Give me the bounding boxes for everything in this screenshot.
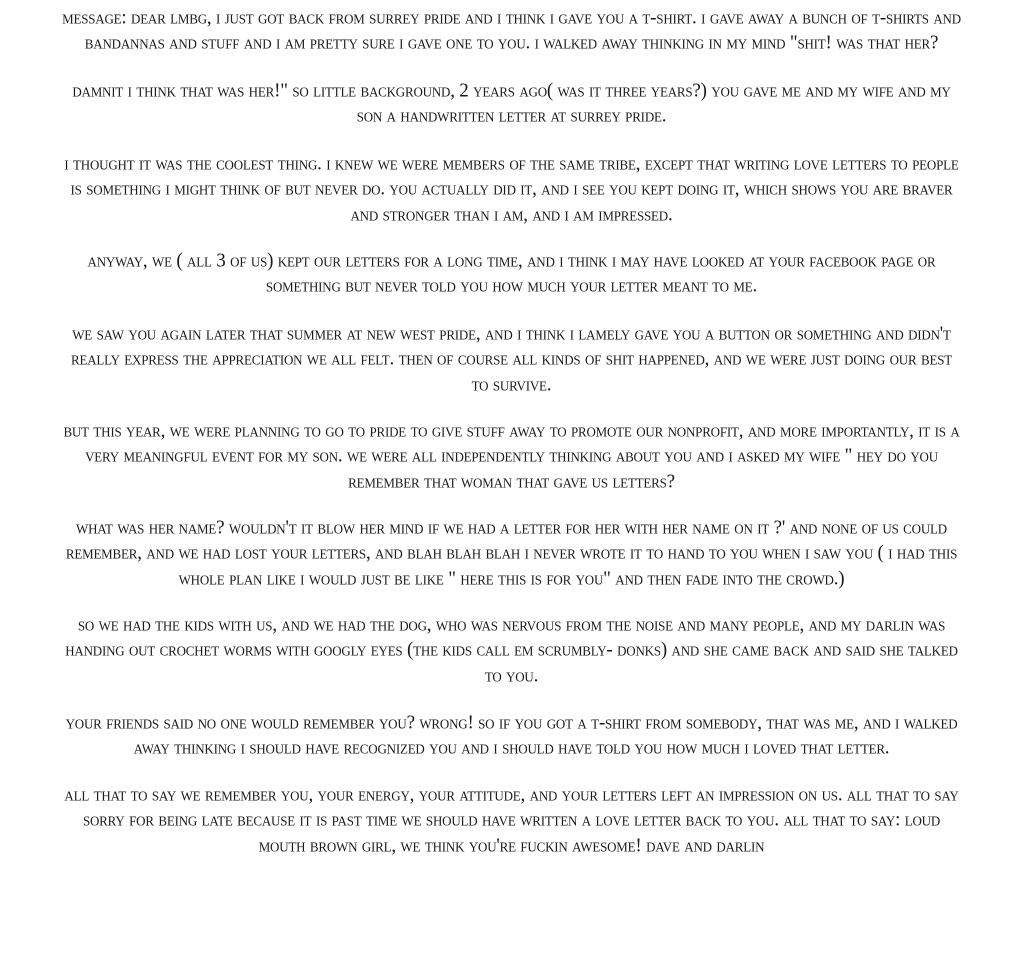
message-paragraph-2: damnit i think that was her!" so little background, 2 years ago( was it three years?) you gave me and my wife and my son a handwritten letter at surrey pride.	[72, 79, 951, 128]
message-paragraph-4: anyway, we ( all 3 of us) kept our letters for a long time, and i think i may have looked at your facebook page or something but never told you how much your letter meant to me.	[87, 249, 936, 298]
message-paragraph-3: i thought it was the coolest thing. i knew we were members of the same tribe, except that writing love letters to people is something i might think of but never do. you actually did it, and i see you kept doing it, which shows you are braver and stronger than i am, and i am impressed.	[64, 152, 959, 226]
message-paragraph-8: so we had the kids with us, and we had the dog, who was nervous from the noise and many people, and my darlin was handing out crochet worms with googly eyes (the kids call em scrumbly- donks) and she came back and said she talked to you.	[65, 614, 958, 687]
message-paragraph-9: your friends said no one would remember you? wrong! so if you got a t-shirt from somebody, that was me, and i walked away thinking i should have recognized you and i should have told you how much i loved that letter.	[65, 711, 958, 759]
message-paragraph-6: but this year, we were planning to go to pride to give stuff away to promote our nonprofit, and more importantly, it is a very meaningful event for my son. we were all independently thinking about you and i asked my wife " hey do you remember that woman that gave us letters?	[63, 419, 960, 493]
message-paragraph-7: what was her name? wouldn't it blow her mind if we had a letter for her with her name on it ?' and none of us could remember, and we had lost your letters, and blah blah blah i never wrote it to hand to you when i saw you ( i had this whole plan like i would just be like " here this is for you" and then fade into the crowd.)	[65, 517, 958, 590]
message-paragraph-5: we saw you again later that summer at new west pride, and i think i lamely gave you a button or something and didn't really express the appreciation we all felt. then of course all kinds of shit happened, and we were just doing our best to survive.	[70, 322, 952, 396]
message-paragraph-10: all that to say we remember you, your energy, your attitude, and your letters left an impression on us. all that to say sorry for being late because it is past time we should have written a love letter back to you. all that to say: loud mouth brown girl, we think you're fuckin awesome! dave and darlin	[64, 784, 959, 857]
message-paragraph-1: message: dear lmbg, i just got back from surrey pride and i think i gave you a t-shirt. i gave away a bunch of t-shirts and bandannas and stuff and i am pretty sure i gave one to you. i walked away thinking in my mind "shit! was that her?	[62, 7, 961, 55]
